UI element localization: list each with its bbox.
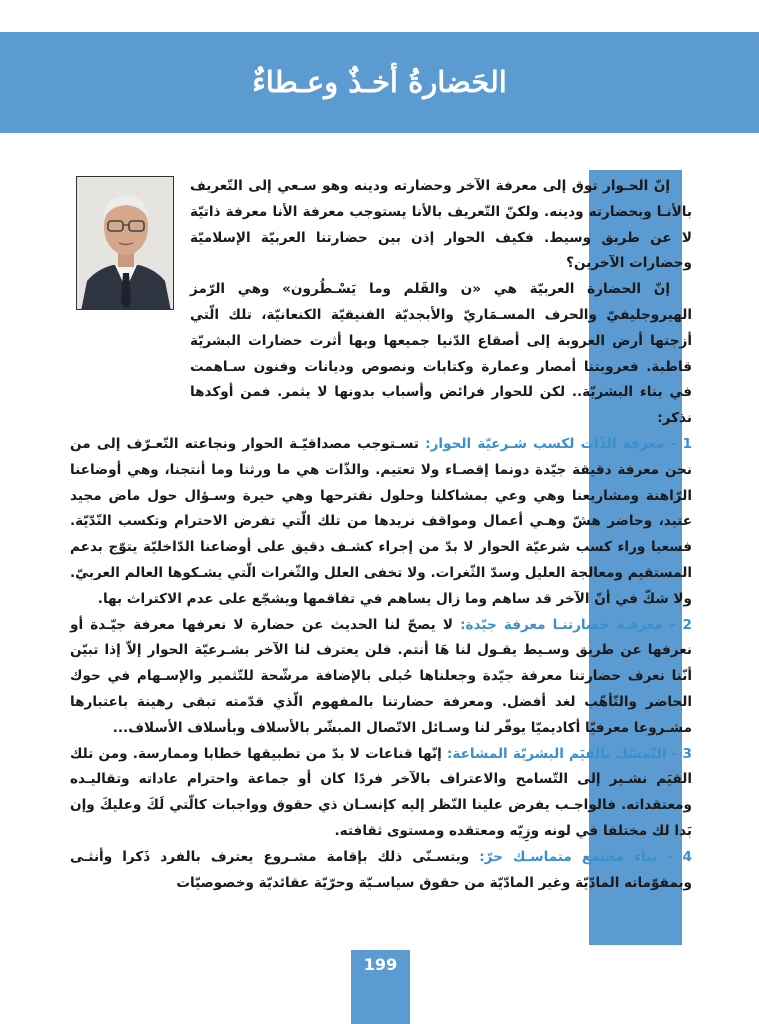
section-1-text: تسـتوجب مصداقيّـة الحوار ونجاعته التّعـرّف إلى من نحن معرفة دقيقة جيّدة دونما إقصـاء ولا تعتيم. والذّات هي ما ورثنا وما أنتجنا، وهي أوضاعنا الرّاهنة ومشاريعنا وهي وعي بمشاكلنا وحلول نقترحها وهي حيرة وسـؤال حول ماض مجيد عتيد، وحاضر هشّ وهـي أعمال ومواقف نريدها من تلك الّتي تفرض الاحترام وتكسب النّدّيّة. فسعيا وراء كسب شرعيّة الحوار لا بدّ من إجراء كشـف دقيق على أوضاعنا الدّاخليّة يتوّج بدعم المستقيم ومعالجة العليل وسدّ الثّغرات. ولا تخفى العلل والثّغرات الّتي يشـكوها العالم العربيّ. ولا شكّ في أنّ الآخر قد ساهم وما زال يساهم في تفاقمها ويشجّع على عدم الاكتراث بها. xyxy=(70,435,692,607)
section-1-heading: 1 - معرفة الذّات لكسب شـرعيّة الحوار: xyxy=(425,435,692,452)
section-2 xyxy=(70,613,692,742)
page-title: الحَضارةُ أخـذٌ وعـطاءٌ xyxy=(252,65,507,99)
section-4 xyxy=(70,845,692,897)
section-2-heading: 2 - معرفـة حضارتنـا معرفة جيّدة: xyxy=(460,616,692,633)
section-3 xyxy=(70,742,692,845)
section-3-heading: 3 - التّمسّك بالقيَم البشريّة المشاعة: xyxy=(446,745,692,762)
section-1 xyxy=(70,432,692,613)
section-2-text: لا يصحّ لنا الحديث عن حضارة لا نعرفها معرفة جيّـدة أو نعرفها عن طريق وسـيط يقـول لنا هَا أنتم. فلن يعترف لنا الآخر بشـرعيّة الحوار إلاّ إذا تبيّن أنّنا نعرف حضارتنا معرفة جيّدة وجعلناها حُبلى بالإضافة مرشّحة للتّثمير والإسـهام في حوك الحاضر والتّأهّب لغد أفضل. ومعرفة حضارتنا بالمفهوم الّذي قدّمته تبقى رهينة باعتبارها مشـروعا معرفيّا أكاديميّا يوفّر لنا وسـائل الاتّصال المبشّر بالأسلاف وبأسلاف الأسلاف... xyxy=(70,616,692,736)
intro-paragraph-1: إنّ الحـوار توق إلى معرفة الآخر وحضارته ودينه وهو سـعي إلى التّعريف بالأنـا وبحضارته ودينه. ولكنّ التّعريف بالأنا يستوجب معرفة الأنا معرفة ذاتيّة لا عن طريق وسيط. فكيف الحوار إذن بين حضارتنا العربيّة الإسلاميّة وحضارات الآخرين؟ xyxy=(190,178,692,272)
section-4-heading: 4 - بناء مجتمع متماسـك حرّ: xyxy=(479,848,692,865)
section-3-text: إنّها قناعات لا بدّ من تطبيقها خطابا وممارسة. ومن تلك القيَم نشـير إلى التّسامح والاعتراف بالآخر فردًا كان أو جماعة واحترام عاداته وتقاليـده ومعتقداته. فالواجـب يفرض علينا النّظر إليه كإنسـان ذي حقوق وواجبات كالّتي لَكَ وعليكَ وإن بَدا لك مختلفا في لونه وزِيّه ومعتقده ومستوى ثقافته. xyxy=(70,745,692,839)
article-body xyxy=(70,174,692,896)
page-number: 199 xyxy=(363,955,398,974)
section-4-text: ويتسـنّى ذلك بإقامة مشـروع يعترف بالفرد ذَكرا وأنثـى وبمقوّماته المادّيّة وغير المادّيّة من حقوق سياسـيّة وحرّيّة عقائديّة وخصوصيّات xyxy=(70,848,692,891)
intro-paragraph-2 xyxy=(190,277,692,432)
intro-paragraph-2-text: إنّ الحضارة العربيّة هي «ن والقَلم وما يَسْـطُرون» وهي الرّمز الهيروجليفيّ والحرف المسـمَاريّ والأبجديّة الفنيقيّة الكنعانيّة، تلك الّتي أزجتها أرض العروبة إلى أصقاع الدّنيا جميعها وبها أثرت حضارات البشريّة قاطبة. فعروبتنا أمصار وعمارة وكتابات ونصوص وديانات وفنون سـاهمت في بناء البشريّة.. لكن للحوار فرائض وأسباب بدونها لا يثمر. فمن أوكدها نذكر: xyxy=(190,281,692,427)
